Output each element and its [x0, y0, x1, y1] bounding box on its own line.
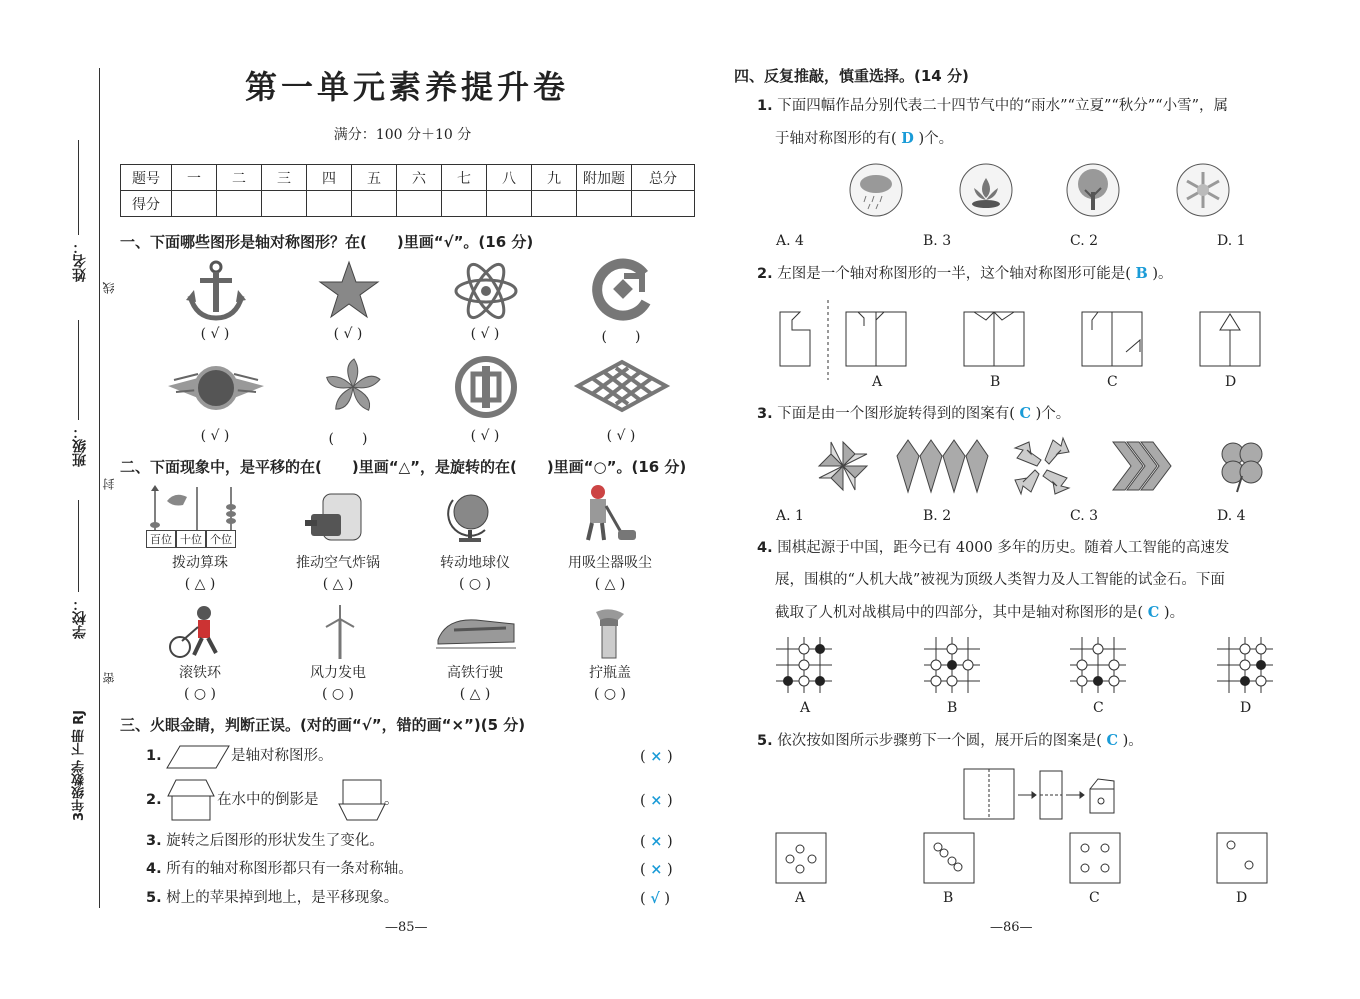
question-number: 2.	[757, 266, 773, 282]
answer-paren[interactable]: ( ○ )	[593, 686, 627, 702]
school-line	[78, 500, 79, 592]
question-text: 截取了人机对战棋局中的四部分，其中是轴对称图形的是(	[775, 605, 1144, 621]
table-row	[121, 165, 695, 191]
score-cell[interactable]	[632, 191, 695, 217]
score-cell[interactable]	[262, 191, 307, 217]
question-text: )个。	[918, 131, 954, 147]
go-board-a	[776, 637, 832, 693]
high-speed-train-icon	[436, 612, 516, 652]
table-cell: 总分	[632, 165, 695, 191]
option-d[interactable]: D. 4	[1217, 508, 1246, 524]
answer-paren[interactable]: ( √ )	[200, 428, 230, 444]
answer-paren[interactable]: ( △ )	[594, 576, 626, 592]
answer-paren[interactable]: ( ○ )	[321, 686, 355, 702]
question-text: )个。	[1035, 406, 1071, 422]
score-cell[interactable]	[487, 191, 532, 217]
option-a[interactable]: A	[795, 890, 806, 906]
judge-answer[interactable]: ( × )	[640, 861, 673, 878]
section-3-heading: 三、火眼金睛，判断正误。(对的画“√”，错的画“×”)(5 分)	[120, 716, 526, 734]
table-cell: 九	[532, 165, 577, 191]
kite-row-shape	[897, 438, 989, 494]
q2-shapes	[780, 300, 1260, 380]
judge-q5	[146, 882, 398, 915]
house-shape	[166, 778, 216, 822]
option-d[interactable]: D	[1236, 890, 1248, 906]
answer-mark[interactable]: B	[1135, 265, 1148, 282]
option-c[interactable]: C. 2	[1070, 233, 1099, 249]
option-c[interactable]: C	[1093, 700, 1104, 716]
table-cell: 一	[172, 165, 217, 191]
go-board-c	[1070, 637, 1126, 693]
question-text: 于轴对称图形的有(	[775, 131, 897, 147]
option-b[interactable]: B	[943, 890, 954, 906]
page-title: 第一单元素养提升卷	[245, 68, 570, 106]
clover-shape	[1217, 440, 1267, 492]
answer-mark[interactable]: C	[1147, 604, 1160, 621]
answer-paren[interactable]: ( )	[601, 329, 641, 345]
item-label: 推动空气炸锅	[296, 555, 380, 571]
house-reflection-shape	[337, 778, 387, 822]
score-cell[interactable]	[217, 191, 262, 217]
book-label: 3年级数学 下册 RJ	[72, 710, 87, 821]
icbc-logo-icon	[455, 356, 517, 418]
judge-q2	[146, 784, 162, 817]
chinese-knot-icon	[574, 358, 670, 414]
class-label: 班级：	[72, 425, 88, 467]
option-c[interactable]: C	[1107, 374, 1118, 390]
wind-turbine-icon	[320, 605, 360, 660]
bank-logo-icon	[594, 262, 650, 318]
option-c[interactable]: C	[1089, 890, 1100, 906]
answer-paren[interactable]: ( √ )	[333, 326, 363, 342]
question-text: )。	[1163, 605, 1185, 621]
globe-icon	[445, 490, 495, 545]
answer-mark: ×	[650, 748, 663, 765]
name-line	[78, 140, 79, 235]
option-b[interactable]: B	[947, 700, 958, 716]
answer-paren[interactable]: ( )	[328, 431, 368, 447]
score-cell[interactable]	[577, 191, 632, 217]
question-number: 3.	[146, 833, 162, 849]
go-board-d	[1217, 637, 1273, 693]
choice-q4-line2: 展，围棋的“人机大战”被视为顶级人类智力及人工智能的试金石。下面	[775, 572, 1225, 588]
question-number: 2.	[146, 792, 162, 808]
choice-q5	[757, 724, 1143, 758]
answer-mark[interactable]: D	[901, 130, 914, 147]
answer-mark: ×	[650, 861, 663, 878]
option-a[interactable]: A. 4	[776, 233, 804, 249]
question-number: 4.	[757, 540, 773, 556]
answer-mark: ×	[650, 833, 663, 850]
question-text: 依次按如图所示步骤剪下一个圆，展开后的图案是(	[777, 733, 1102, 749]
judge-answer[interactable]: ( × )	[640, 792, 673, 809]
place-label: 百位	[146, 530, 176, 548]
answer-paren[interactable]: ( √ )	[200, 326, 230, 342]
judge-q1-text: 是轴对称图形。	[231, 748, 333, 764]
question-text: )。	[1122, 733, 1143, 749]
section-2-heading: 二、下面现象中，是平移的在( )里画“△”，是旋转的在( )里画“○”。(16 分)	[120, 458, 687, 476]
wing-badge-icon	[168, 360, 264, 416]
option-d[interactable]: D. 1	[1217, 233, 1246, 249]
question-text: 左图是一个轴对称图形的一半，这个轴对称图形可能是(	[777, 266, 1131, 282]
option-c[interactable]: C. 3	[1070, 508, 1099, 524]
place-label: 十位	[176, 530, 206, 548]
option-b[interactable]: B. 2	[923, 508, 952, 524]
chevrons-shape	[1113, 440, 1171, 492]
judge-answer[interactable]: ( × )	[640, 833, 673, 850]
choice-q1-line2	[775, 122, 953, 156]
table-cell: 二	[217, 165, 262, 191]
answer-paren[interactable]: ( ○ )	[183, 686, 217, 702]
page-number-left: —85—	[385, 920, 428, 935]
seal-xian: 线	[102, 282, 116, 294]
school-label: 学校：	[72, 597, 88, 639]
table-cell: 三	[262, 165, 307, 191]
rain-water-icon	[848, 162, 904, 218]
choice-q4-line3	[775, 596, 1184, 630]
anchor-icon	[186, 260, 246, 322]
bauhinia-icon	[322, 357, 384, 417]
table-cell: 题号	[121, 165, 172, 191]
answer-mark: √	[650, 890, 660, 907]
choice-q1	[757, 90, 1228, 123]
answer-paren[interactable]: ( △ )	[322, 576, 354, 592]
answer-mark: ×	[650, 792, 663, 809]
answer-mark[interactable]: C	[1106, 732, 1119, 749]
section-1-heading: 一、下面哪些图形是轴对称图形？在( )里画“√”。(16 分)	[120, 233, 534, 251]
table-cell: 附加题	[577, 165, 632, 191]
star-icon	[318, 260, 380, 320]
table-cell: 得分	[121, 191, 172, 217]
item-label: 用吸尘器吸尘	[568, 555, 652, 571]
answer-paren[interactable]: ( ○ )	[458, 576, 492, 592]
question-number: 5.	[757, 733, 773, 749]
table-cell: 六	[397, 165, 442, 191]
option-a[interactable]: A. 1	[776, 508, 804, 524]
section-4-heading: 四、反复推敲，慎重选择。(14 分)	[734, 67, 969, 85]
item-label: 风力发电	[310, 665, 366, 681]
option-b[interactable]: B. 3	[923, 233, 952, 249]
question-number: 5.	[146, 890, 162, 906]
atom-icon	[454, 262, 518, 320]
answer-paren[interactable]: ( √ )	[606, 428, 636, 444]
answer-paren[interactable]: ( √ )	[470, 428, 500, 444]
question-number: 1.	[146, 748, 162, 764]
item-label: 转动地球仪	[440, 555, 510, 571]
page-number-right: —86—	[990, 920, 1033, 935]
pattern-d	[1217, 833, 1267, 883]
answer-paren[interactable]: ( √ )	[470, 326, 500, 342]
seal-mi: 密	[102, 672, 116, 684]
option-a[interactable]: A	[800, 700, 811, 716]
score-cell[interactable]	[352, 191, 397, 217]
score-cell[interactable]	[172, 191, 217, 217]
table-cell: 四	[307, 165, 352, 191]
score-table	[120, 164, 695, 217]
pattern-c	[1070, 833, 1120, 883]
question-number: 3.	[757, 406, 773, 422]
option-a[interactable]: A	[872, 374, 883, 390]
parallelogram-shape	[166, 745, 230, 769]
choice-q4	[757, 532, 1229, 565]
abacus-labels	[146, 530, 236, 548]
table-cell: 七	[442, 165, 487, 191]
option-d[interactable]: D	[1240, 700, 1252, 716]
table-row	[121, 191, 695, 217]
seal-feng: 封	[102, 478, 116, 490]
item-label: 拨动算珠	[172, 555, 228, 571]
tree-icon	[1065, 162, 1121, 218]
judge-q1	[146, 740, 162, 773]
answer-mark[interactable]: C	[1019, 405, 1032, 422]
snowflake-icon	[1175, 162, 1231, 218]
judge-answer[interactable]: ( √ )	[640, 890, 671, 907]
table-cell: 八	[487, 165, 532, 191]
item-label: 滚铁环	[179, 665, 221, 681]
name-label: 姓名：	[72, 240, 88, 282]
question-text: 树上的苹果掉到地上，是平移现象。	[166, 890, 399, 906]
lotus-icon	[958, 162, 1014, 218]
paper-folding-steps	[964, 765, 1119, 821]
item-label: 高铁行驶	[447, 665, 503, 681]
score-cell[interactable]	[397, 191, 442, 217]
question-number: 1.	[757, 98, 773, 114]
question-text: 所有的轴对称图形都只有一条对称轴。	[166, 861, 413, 877]
table-cell: 五	[352, 165, 397, 191]
pinwheel-shape	[815, 440, 871, 492]
full-score: 满分：100 分＋10 分	[333, 127, 472, 143]
hoop-rolling-icon	[168, 605, 228, 660]
question-text: 围棋起源于中国，距今已有 4000 多年的历史。随着人工智能的高速发	[777, 540, 1230, 556]
choice-q2	[757, 257, 1173, 291]
question-text: 旋转之后图形的形状发生了变化。	[166, 833, 384, 849]
judge-answer[interactable]: ( × )	[640, 748, 673, 765]
answer-paren[interactable]: ( △ )	[459, 686, 491, 702]
place-label: 个位	[206, 530, 236, 548]
pattern-a	[776, 833, 826, 883]
question-text: )。	[1152, 266, 1173, 282]
item-label: 拧瓶盖	[589, 665, 631, 681]
pattern-b	[924, 833, 974, 883]
air-fryer-icon	[305, 490, 365, 545]
question-text: 下面四幅作品分别代表二十四节气中的“雨水”“立夏”“秋分”“小雪”，属	[777, 98, 1229, 114]
judge-q2-text: 在水中的倒影是	[217, 792, 319, 808]
question-text: 下面是由一个图形旋转得到的图案有(	[777, 406, 1015, 422]
go-board-b	[924, 637, 980, 693]
score-cell[interactable]	[442, 191, 487, 217]
answer-paren[interactable]: ( △ )	[184, 576, 216, 592]
bottle-cap-icon	[588, 608, 632, 658]
arrows-shape	[1013, 438, 1071, 494]
option-d[interactable]: D	[1225, 374, 1237, 390]
choice-q3	[757, 397, 1070, 431]
score-cell[interactable]	[307, 191, 352, 217]
option-b[interactable]: B	[990, 374, 1001, 390]
class-line	[78, 320, 79, 420]
question-number: 4.	[146, 861, 162, 877]
vacuum-cleaner-icon	[572, 484, 642, 544]
judge-q2-period: 。	[384, 792, 399, 808]
score-cell[interactable]	[532, 191, 577, 217]
